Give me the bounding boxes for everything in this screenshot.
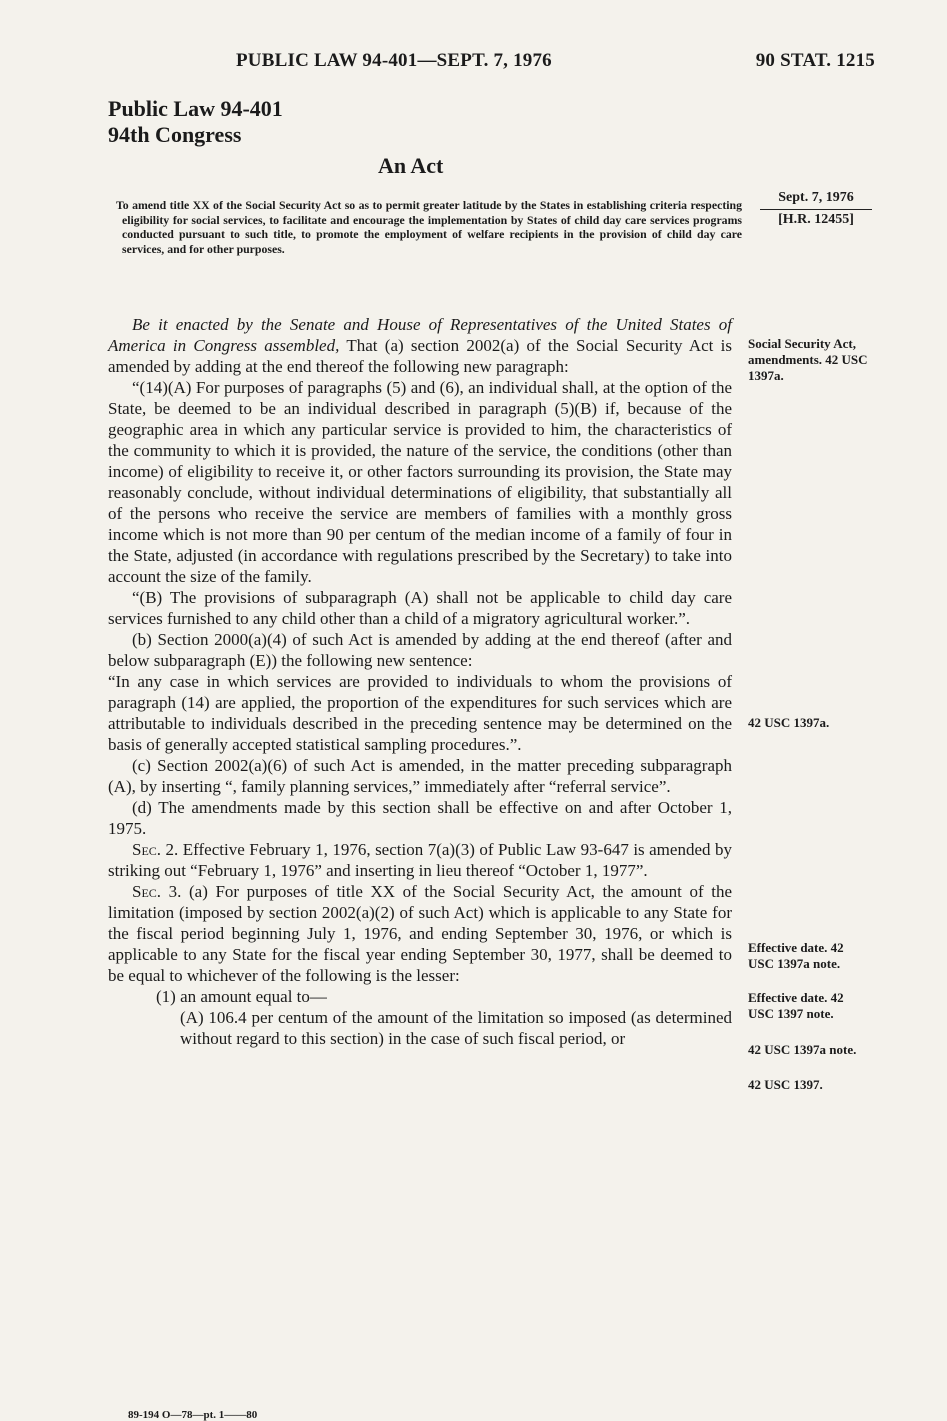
enacting-formula: Be it enacted by the Senate and House of Representatives of the United States of America in Congress assembled,: [108, 315, 732, 355]
paragraph-14b: “(B) The provisions of subparagraph (A) shall not be applicable to child day care services furnished to any child other than a child of a migratory agricultural worker.”.: [108, 588, 732, 628]
section-1c: (c) Section 2002(a)(6) of such Act is amended, in the matter preceding subparagraph (A), by inserting “, family planning services,” immediately after “referral service”.: [108, 756, 732, 796]
section-3-label: Sec. 3.: [132, 882, 182, 901]
margin-note-1397a: 42 USC 1397a.: [748, 715, 830, 730]
law-number: Public Law 94-401: [108, 96, 283, 121]
section-3: [108, 881, 732, 986]
margin-note-1397: 42 USC 1397.: [748, 1077, 823, 1092]
congress-label: 94th Congress: [108, 122, 242, 147]
section-1b: (b) Section 2000(a)(4) of such Act is amended by adding at the end thereof (after and below subparagraph (E)) the following new sentence:: [108, 630, 732, 670]
enacting-clause: [108, 314, 732, 377]
section-1b-quote: “In any case in which services are provided to individuals to whom the provisions of paragraph (14) are applied, the proportion of the expenditures for such services which are attributable to individuals described in the preceding sentence may be determined on the basis of generally accepted statistical sampling procedures.”.: [108, 672, 732, 754]
margin-note-effective-1: Effective date. 42 USC 1397a note.: [748, 940, 844, 971]
paragraph-14a: “(14)(A) For purposes of paragraphs (5) and (6), an individual shall, at the option of the State, be deemed to be an individual described in paragraph (5)(B) if, because of the geographic area in which any particular service is provided to him, the characteristics of the community to which it is provided, the nature of the service, the conditions (other than income) of eligibility to receive it, or other factors surrounding its provision, the State may reasonably conclude, without individual determinations of eligibility, that substantially all of the persons who receive the service are members of families with a monthly gross income which is not more than 90 per centum of the median income of a family of four in the State, adjusted (in accordance with regulations prescribed by the Secretary) to take into account the size of the family.: [108, 378, 732, 586]
enactment-date: Sept. 7, 1976: [760, 188, 872, 210]
section-1a: That (a) section 2002(a) of the Social Security Act is amended by adding at the end thereof the following new paragraph:: [108, 336, 732, 376]
section-3-item-A: (A) 106.4 per centum of the amount of the limitation so imposed (as determined without regard to this section) in the case of such fiscal period, or: [180, 1008, 732, 1048]
law-body: [108, 314, 732, 1049]
act-title: An Act: [378, 153, 444, 178]
header-stat-page: 90 STAT. 1215: [755, 50, 875, 71]
header-citation: PUBLIC LAW 94-401—SEPT. 7, 1976: [236, 50, 552, 71]
section-2: [108, 839, 732, 881]
section-3-text: (a) For purposes of title XX of the Social Security Act, the amount of the limitation (imposed by section 2002(a)(2) of such Act) which is applicable to any State for the fiscal period beginning July 1, 1976, and ending September 30, 1976, or which is applicable to any State for the fiscal year ending September 30, 1977, shall be deemed to be equal to whichever of the following is the lesser:: [108, 882, 732, 985]
side-date-block: [760, 188, 872, 230]
law-identifier: [108, 96, 283, 148]
margin-note-amendments: Social Security Act, amendments. 42 USC 1397a.: [748, 336, 868, 383]
bill-number: [H.R. 12455]: [778, 212, 854, 227]
act-purpose: To amend title XX of the Social Security Act so as to permit greater latitude by the States in establishing criteria respecting eligibility for social services, to facilitate and encourage the implementation by States of child day care services programs conducted pursuant to such title, to promote the employment of welfare recipients in the provision of child day care services, and for other purposes.: [116, 198, 742, 257]
margin-note-effective-2: Effective date. 42 USC 1397 note.: [748, 990, 844, 1021]
margin-note-1397a-note: 42 USC 1397a note.: [748, 1042, 857, 1057]
section-1d: (d) The amendments made by this section shall be effective on and after October 1, 1975.: [108, 798, 732, 838]
section-2-label: Sec. 2.: [132, 840, 179, 859]
print-code: 89-194 O—78—pt. 1——80: [128, 1409, 258, 1421]
section-3-item-1: (1) an amount equal to—: [156, 987, 327, 1006]
section-2-text: Effective February 1, 1976, section 7(a)(3) of Public Law 93-647 is amended by striking out “February 1, 1976” and inserting in lieu thereof “October 1, 1977”.: [108, 840, 732, 880]
